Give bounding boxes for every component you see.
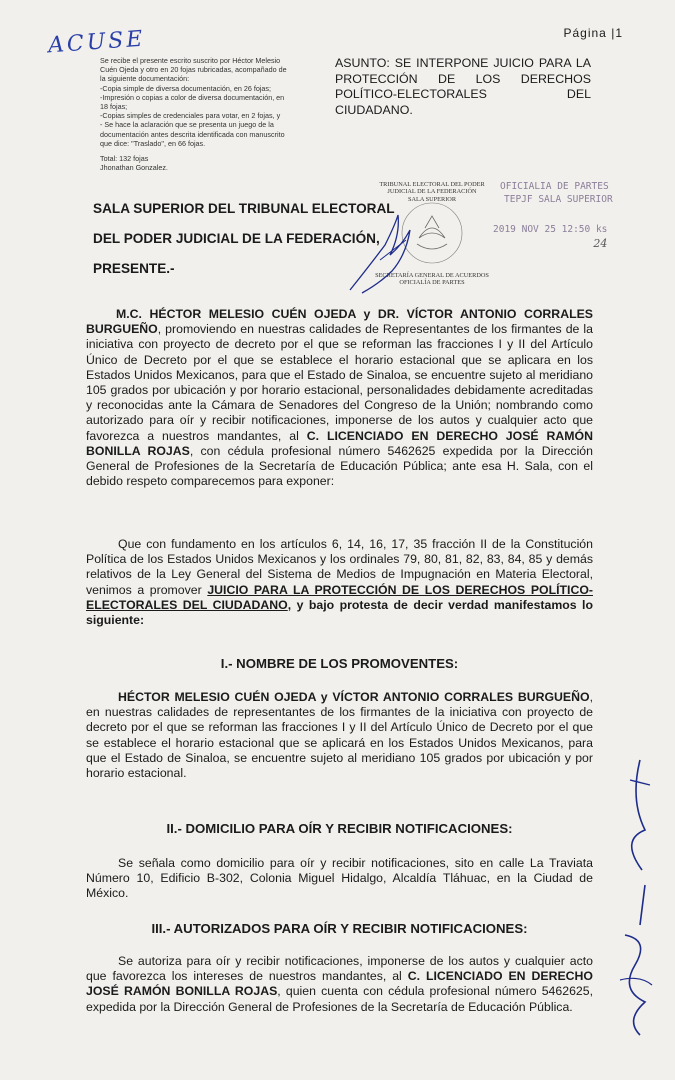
addressee-line: DEL PODER JUDICIAL DE LA FEDERACIÓN, (93, 231, 380, 246)
oficialia-line: TEPJF SALA SUPERIOR (504, 194, 613, 205)
foundation-paragraph (86, 537, 593, 628)
received-timestamp (493, 224, 607, 250)
oficialia-stamp (500, 180, 630, 206)
receipt-note (100, 56, 325, 172)
receipt-line: 18 fojas; (100, 102, 128, 112)
stamp-line: OFICIALÍA DE PARTES (399, 279, 465, 287)
oficialia-line: OFICIALIA DE PARTES (500, 181, 609, 192)
intro-text-end: , con cédula profesional número 5462625 expedida por la Dirección General de Profesiones de la Secretaría de Educación Pública; ante esa H. Sala, con el debido respeto comparecemos para exponer: (86, 443, 593, 489)
section1-heading: I.- NOMBRE DE LOS PROMOVENTES: (220, 656, 459, 671)
receipt-line: - Se hace la aclaración que se presenta un juego de la (100, 120, 274, 130)
receipt-line: documentación antes descrita identificada con manuscrito (100, 129, 285, 139)
addressee-line: SALA SUPERIOR DEL TRIBUNAL ELECTORAL (93, 201, 395, 216)
section1-paragraph (86, 690, 593, 781)
section2-text: Se señala como domicilio para oír y recibir notificaciones, sito en calle La Traviata Número 10, Edificio B-302, Colonia Miguel Hidalgo, Alcaldía Tláhuac, en la Ciudad de México. (86, 856, 593, 901)
authorized-name: C. LICENCIADO EN DERECHO JOSÉ RAMÓN BONILLA ROJAS (86, 428, 593, 458)
receipt-line: Cuén Ojeda y otro en 20 fojas rubricadas, acompañado de (100, 65, 287, 75)
receipt-line: Se recibe el presente escrito suscrito por Héctor Melesio (100, 56, 281, 65)
section1-names: HÉCTOR MELESIO CUÉN OJEDA y VÍCTOR ANTONIO CORRALES BURGUEÑO (118, 690, 590, 704)
foundation-text-end: , y bajo protesta de decir verdad manifestamos lo siguiente: (86, 597, 593, 628)
intro-paragraph (86, 307, 593, 489)
subject-block: ASUNTO: SE INTERPONE JUICIO PARA LA PROTECCIÓN DE LOS DERECHOS POLÍTICO-ELECTORALES DEL CIUDADANO. (335, 56, 591, 117)
stamp-line: JUDICIAL DE LA FEDERACIÓN (387, 188, 477, 196)
juicio-title: JUICIO PARA LA PROTECCIÓN DE LOS DERECHOS POLÍTICO-ELECTORALES DEL CIUDADANO (86, 582, 593, 612)
receipt-line: -Copia simple de diversa documentación, en 26 fojas; (100, 83, 271, 93)
stamp-line: SALA SUPERIOR (407, 195, 457, 203)
receipt-clerk: Jhonathan Gonzalez. (100, 163, 168, 173)
receipt-line: -Impresión o copias a color de diversa documentación, en (100, 92, 285, 102)
receipt-line: -Copias simples de credenciales para votar, en 2 fojas, y (100, 111, 281, 121)
section1-text: , en nuestras calidades de representantes de los firmantes de la iniciativa con proyecto de decreto por el que se reforman las fracciones I y II del Artículo Único de Decreto por el que se establece el horario estacional que se aplicará en los Estados Unidos Mexicanos, para que el Estado de Sinaloa, se encuentre sujeto al meridiano 105 grados por ubicación y por horario estacional. (86, 690, 593, 781)
section2-paragraph (86, 856, 593, 902)
stamp-line: TRIBUNAL ELECTORAL DEL PODER (379, 181, 485, 188)
section2-heading: II.- DOMICILIO PARA OÍR Y RECIBIR NOTIFICACIONES: (166, 821, 513, 836)
section3-authorized: C. LICENCIADO EN DERECHO JOSÉ RAMÓN BONILLA ROJAS (86, 969, 593, 999)
addressee-line: PRESENTE.- (93, 261, 175, 276)
receipt-line: la siguiente documentación: (100, 74, 190, 84)
section3-text-end: , quien cuenta con cédula profesional número 5462625, expedida por la Dirección General de Profesiones de la Secretaría de Educación Pública. (86, 984, 593, 1014)
page-num: 1 (615, 26, 623, 40)
page-number: Página |1 (563, 26, 623, 40)
margin-signature-icon (600, 740, 670, 1040)
timestamp-text: 2019 NOV 25 12:50 ks (493, 224, 608, 235)
page-label: Página (563, 26, 607, 40)
stamp-line: SECRETARÍA GENERAL DE ACUERDOS (375, 272, 489, 279)
section3-text: Se autoriza para oír y recibir notificaciones, imponerse de los autos y cualquier acto que favorezca los intereses de nuestros mandantes, al (86, 954, 593, 984)
section3-paragraph (86, 954, 593, 1015)
foundation-text: Que con fundamento en los artículos 6, 14, 16, 17, 35 fracción II de la Constitución Política de los Estados Unidos Mexicanos y los ordinales 79, 80, 81, 82, 83, 84, 85 y demás relativos de la Ley General del Sistema de Medios de Impugnación en Materia Electoral, venimos a promover (86, 537, 593, 597)
receipt-total: Total: 132 fojas (100, 154, 149, 164)
acuse-handwriting: ACUSE (47, 26, 147, 59)
intro-text: , promoviendo en nuestras calidades de Representantes de los firmantes de la iniciativa con proyecto de decreto por el que se reforman las fracciones I y II del Artículo Único de Decreto por el que se establece el horario estacional que se aplicara en los Estados Unidos Mexicanos, para que el Estado de Sinaloa, se encuentre sujeto al meridiano 105 grados por ubicación y por horario estacional, personalidades debidamente acreditadas y reconocidas ante la Cámara de Senadores del Congreso de la Unión; nombrando como autorizado para oír y recibir notificaciones, imponerse de los autos y cualquier acto que favorezca a nuestros mandantes, al (86, 322, 593, 443)
court-stamp-footer (352, 272, 512, 287)
promoters-names: M.C. HÉCTOR MELESIO CUÉN OJEDA y DR. VÍCTOR ANTONIO CORRALES BURGUEÑO (86, 307, 593, 337)
section3-heading: III.- AUTORIZADOS PARA OÍR Y RECIBIR NOTIFICACIONES: (151, 921, 528, 936)
receipt-line: que dice: "Traslado", en 66 fojas. (100, 138, 206, 148)
timestamp-handwritten: 24 (593, 237, 608, 250)
